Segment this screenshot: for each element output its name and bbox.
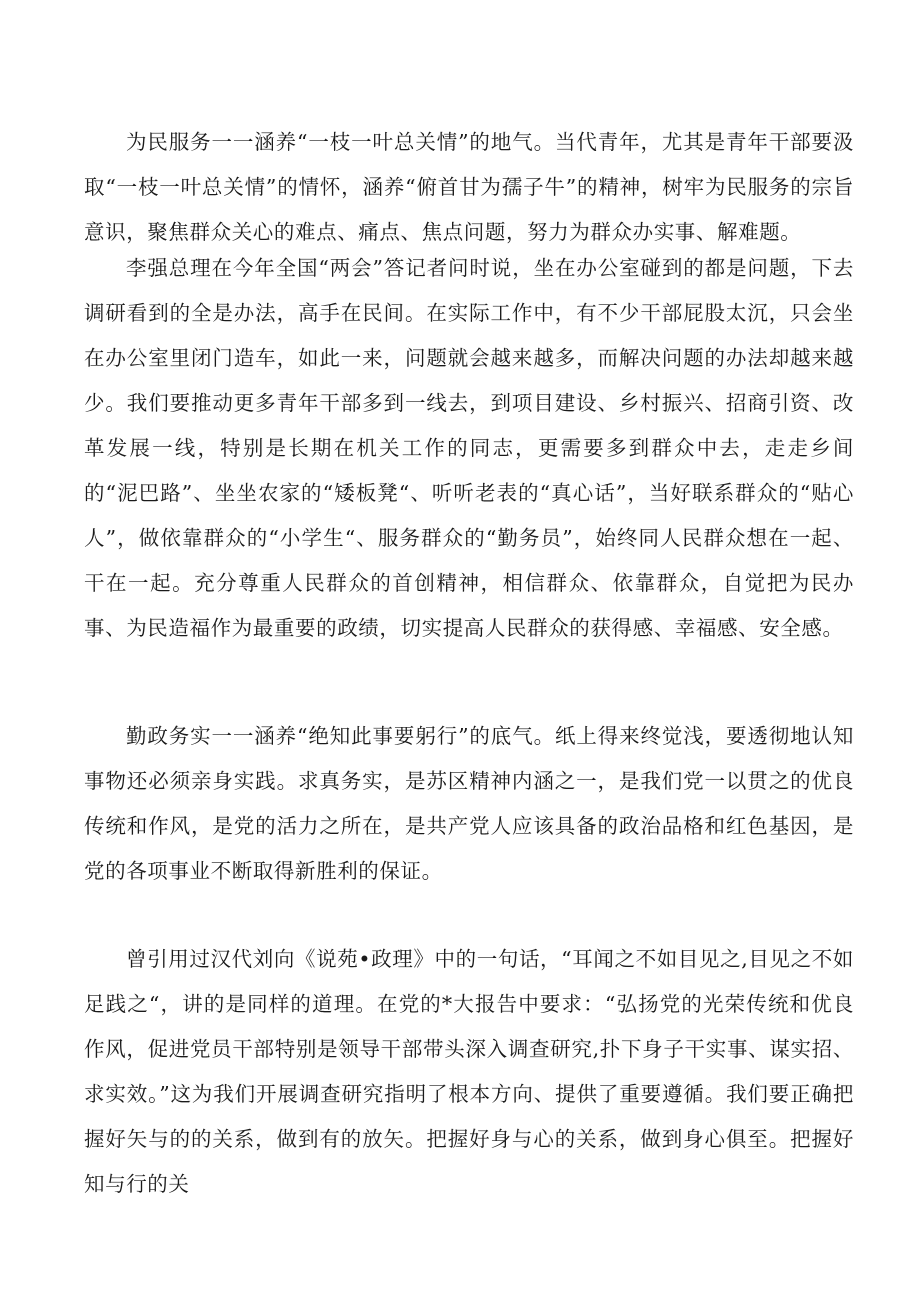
paragraph-serve-people: 为民服务一一涵养“一枝一叶总关情”的地气。当代青年，尤其是青年干部要汲取“一枝一叶总关情”的情怀，涵养“俯首甘为孺子牛”的精神，树牢为民服务的宗旨意识，聚焦群众关心的难点、痛点、焦点问题，努力为群众办实事、解难题。 <box>84 130 854 244</box>
paragraph-diligent-pragmatic: 勤政务实一一涵养“绝知此事要躬行”的底气。纸上得来终觉浅，要透彻地认知事物还必须亲身实践。求真务实，是苏区精神内涵之一，是我们党一以贯之的优良传统和作风，是党的活力之所在，是共产党人应该具备的政治品格和红色基因，是党的各项事业不断取得新胜利的保证。 <box>84 724 854 883</box>
paragraph-liu-xiang-quote: 曾引用过汉代刘向《说苑•政理》中的一句话，“耳闻之不如目见之,目见之不如足践之“，讲的是同样的道理。在党的*大报告中要求：“弘扬党的光荣传统和优良作风，促进党员干部特别是领导干部带头深入调查研究,扑下身子干实事、谋实招、求实效。”这为我们开展调查研究指明了根本方向、提供了重要遵循。我们要正确把握好矢与的的关系，做到有的放矢。把握好身与心的关系，做到身心俱至。把握好知与行的关 <box>84 947 854 1196</box>
paragraph-premier-quote: 李强总理在今年全国“两会”答记者问时说，坐在办公室碰到的都是问题，下去调研看到的全是办法，高手在民间。在实际工作中，有不少干部屁股太沉，只会坐在办公室里闭门造车，如此一来，问题就会越来越多，而解决问题的办法却越来越少。我们要推动更多青年干部多到一线去，到项目建设、乡村振兴、招商引资、改革发展一线，特别是长期在机关工作的同志，更需要多到群众中去，走走乡间的“泥巴路”、坐坐农家的“矮板凳“、听听老表的“真心话”，当好联系群众的“贴心人”，做依靠群众的“小学生“、服务群众的“勤务员”，始终同人民群众想在一起、干在一起。充分尊重人民群众的首创精神，相信群众、依靠群众，自觉把为民办事、为民造福作为最重要的政绩，切实提高人民群众的获得感、幸福感、安全感。 <box>84 256 854 640</box>
